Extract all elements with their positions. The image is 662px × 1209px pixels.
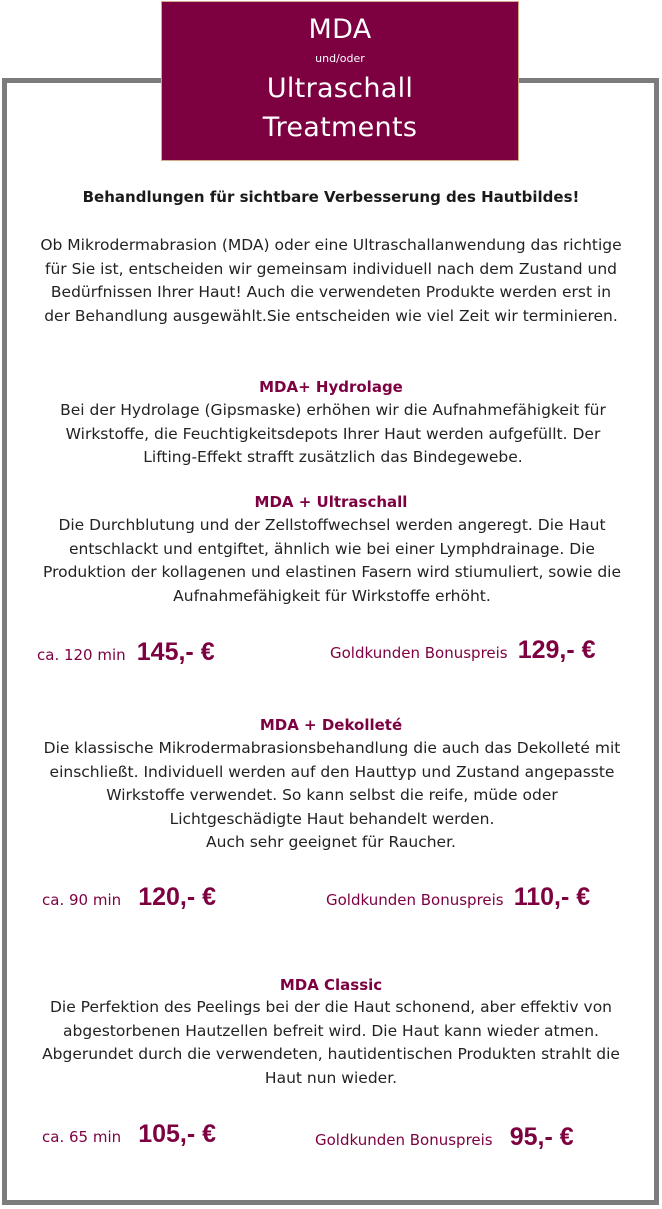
gold-price-value: 129,- € (517, 636, 596, 664)
gold-price-row-ultraschall (330, 636, 596, 670)
intro-paragraph: Ob Mikrodermabrasion (MDA) oder eine Ultraschallanwendung das richtige für Sie ist, entscheiden wir gemeinsam individuell nach dem Zustand und Bedürfnissen Ihrer Haut! Auch die verwendeten Produkte werden erst in der Behandlung ausgewählt.Sie entscheiden wie viel Zeit wir terminieren. (40, 236, 622, 325)
gold-price-value: 110,- € (513, 883, 591, 911)
header-title-box (161, 1, 519, 161)
section-text-ultraschall: Die Durchblutung und der Zellstoffwechsel werden angeregt. Die Haut entschlackt und entgiftet, ähnlich wie bei einer Lymphdrainage. Die Produktion der kollagenen und elastinen Fasern wird stiumuliert, sowie die Aufnahmefähigkeit für Wirkstoffe erhöht. (43, 516, 621, 605)
gold-label: Goldkunden Bonuspreis (326, 891, 504, 909)
duration-label: ca. 65 min (42, 1128, 122, 1146)
header-connector: und/oder (315, 52, 365, 65)
header-title-ultraschall: Ultraschall (266, 73, 414, 104)
section-title-classic: MDA Classic (279, 976, 383, 994)
gold-label: Goldkunden Bonuspreis (315, 1131, 493, 1149)
gold-price-value: 95,- € (509, 1123, 574, 1151)
price-row-dekollete (42, 883, 216, 917)
gold-label: Goldkunden Bonuspreis (330, 644, 508, 662)
header-title-treatments: Treatments (262, 112, 418, 143)
price-value: 120,- € (138, 883, 217, 911)
price-row-classic (42, 1120, 216, 1154)
section-text-classic: Die Perfektion des Peelings bei der die Haut schonend, aber effektiv von abgestorbenen Hautzellen befreit wird. Die Haut kann wieder atmen. Abgerundet durch die verwendeten, hautidentischen Produkten strahlt die Haut nun wieder. (42, 998, 620, 1087)
section-text-dekollete-note: Auch sehr geeignet für Raucher. (206, 833, 456, 851)
price-value: 145,- € (136, 638, 215, 666)
section-title-dekollete: MDA + Dekolleté (259, 716, 403, 734)
page-headline: Behandlungen für sichtbare Verbesserung des Hautbildes! (82, 188, 580, 206)
duration-label: ca. 90 min (42, 891, 122, 909)
gold-price-row-dekollete (326, 883, 590, 917)
gold-price-row-classic (315, 1123, 574, 1157)
price-value: 105,- € (138, 1120, 217, 1148)
header-title-mda: MDA (308, 14, 372, 45)
price-row-ultraschall (37, 638, 215, 672)
section-text-dekollete: Die klassische Mikrodermabrasionsbehandlung die auch das Dekolleté mit einschließt. Individuell werden auf den Hauttyp und Zustand angepasste Wirkstoffe verwendet. So kann selbst die reife, müde oder Lichtgeschädigte Haut behandelt werden. (43, 739, 621, 828)
section-text-hydrolage: Bei der Hydrolage (Gipsmaske) erhöhen wir die Aufnahmefähigkeit für Wirkstoffe, die Feuchtigkeitsdepots Ihrer Haut werden aufgefüllt. Der Lifting-Effekt strafft zusätzlich das Bindegewebe. (60, 401, 606, 466)
section-title-hydrolage: MDA+ Hydrolage (259, 378, 403, 396)
section-title-ultraschall: MDA + Ultraschall (254, 493, 408, 511)
duration-label: ca. 120 min (37, 646, 126, 664)
